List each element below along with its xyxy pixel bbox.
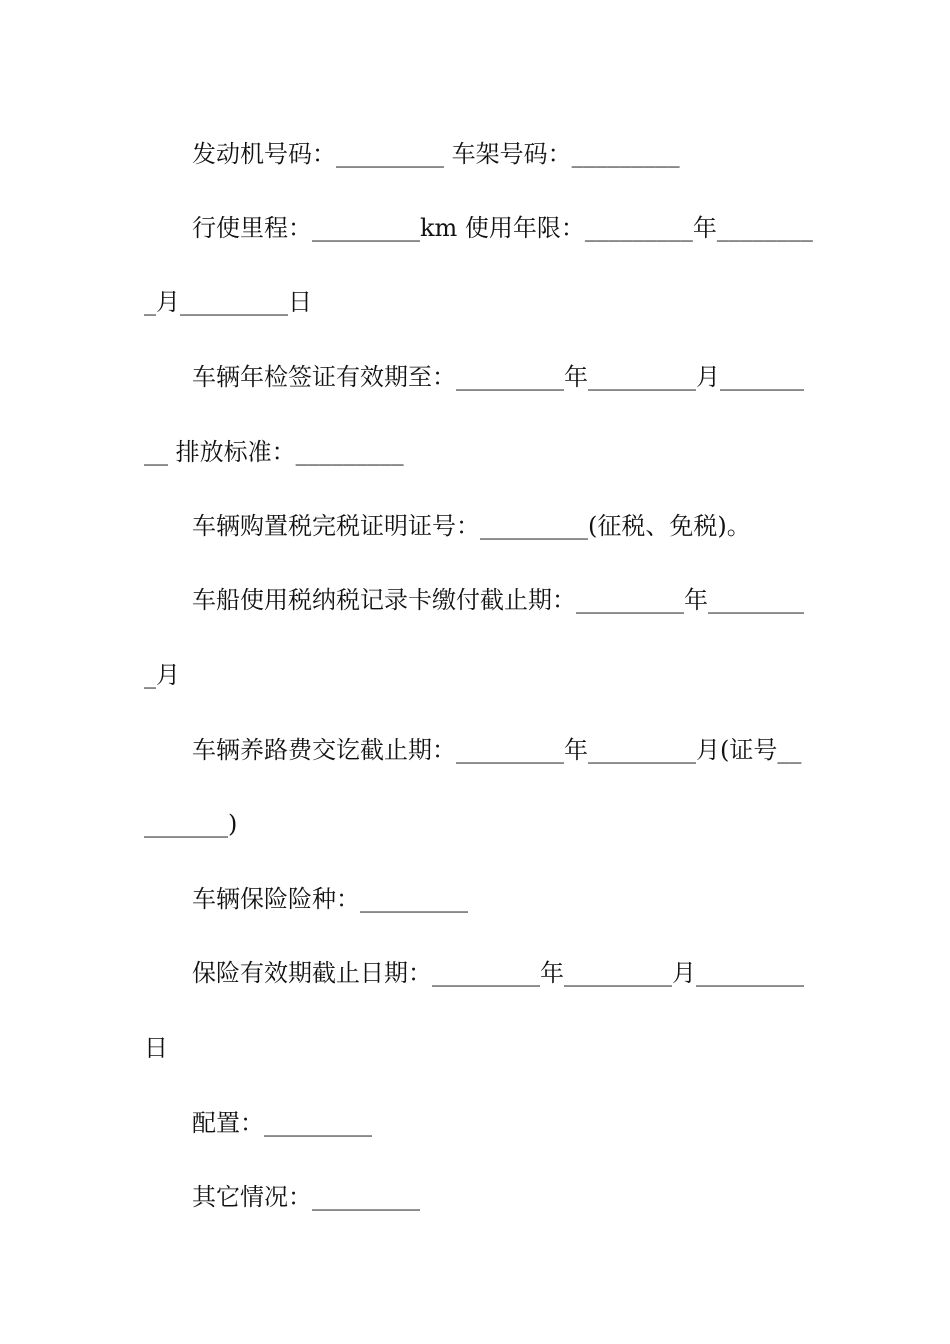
emission-standard-line: __ 排放标准：_________ <box>144 438 404 466</box>
purchase-tax-line: 车辆购置税完税证明证号：_________(征税、免税)。 <box>192 512 751 540</box>
annual-inspection-line: 车辆年检签证有效期至：_________年_________月_______ <box>192 363 804 391</box>
road-maintenance-fee-line-cont: _______) <box>144 810 238 838</box>
insurance-expiry-line: 保险有效期截止日期：_________年_________月_________ <box>192 959 804 987</box>
vehicle-vessel-tax-line-cont: _月 <box>144 661 180 689</box>
configuration-line: 配置：_________ <box>192 1109 372 1137</box>
road-maintenance-fee-line: 车辆养路费交讫截止期：_________年_________月(证号__ <box>192 736 802 764</box>
mileage-service-life-line-cont: _月_________日 <box>144 288 312 316</box>
other-conditions-line: 其它情况：_________ <box>192 1183 420 1211</box>
mileage-service-life-line: 行使里程：_________km 使用年限：_________年________ <box>192 214 813 242</box>
engine-frame-number-line: 发动机号码：_________ 车架号码：_________ <box>192 140 680 168</box>
insurance-type-line: 车辆保险险种：_________ <box>192 885 468 913</box>
vehicle-vessel-tax-line: 车船使用税纳税记录卡缴付截止期：_________年________ <box>192 586 804 614</box>
insurance-expiry-line-cont: 日 <box>144 1034 168 1062</box>
